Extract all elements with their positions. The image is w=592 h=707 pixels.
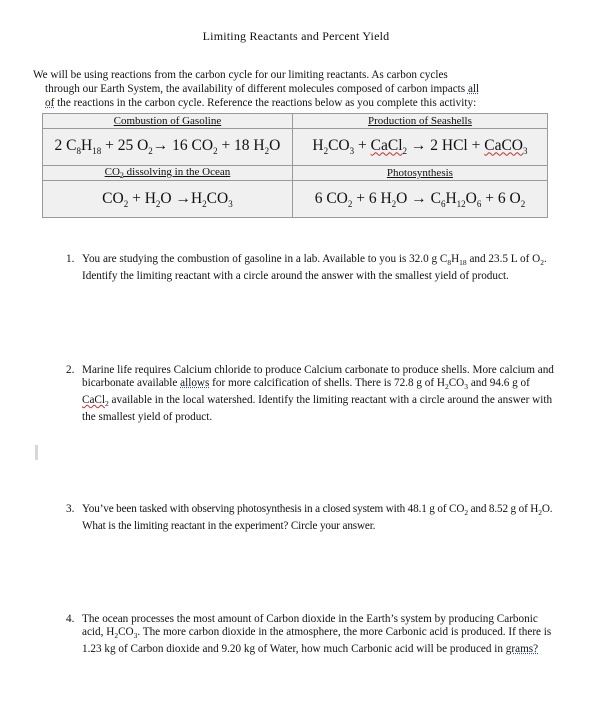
seashells-equation: $H_2CO_3$ + CaCl$_2$ → 2 HCl + CaCO$_3$	[292, 129, 547, 166]
intro-line-2	[33, 82, 553, 96]
intro-word-of: of	[45, 97, 55, 109]
intro-line-3-text: the reactions in the carbon cycle. Reference the reactions below as you complete this activity:	[54, 97, 477, 109]
intro-line-3	[33, 96, 553, 110]
combustion-equation: 2 $C_8H_{18} + 25$ $O_2\to 16$ $CO_2 + 18$ $H_2O$	[43, 129, 293, 166]
intro-line-2-text: through our Earth System, the availability of different molecules composed of carbon impacts	[45, 83, 468, 95]
intro-word-all: all	[467, 83, 480, 95]
question-4	[66, 613, 556, 656]
question-text: You are studying the combustion of gasoline in a lab. Available to you is 32.0 g $C_8H_{18}$ and 23.5 L of $O_2$. Identify the limiting reactant with a circle around the answer with the smallest yield of product.	[82, 253, 547, 282]
question-number: 1.	[66, 253, 75, 265]
ocean-header: $CO_2$ dissolving in the Ocean	[43, 166, 293, 181]
photosynthesis-equation: 6 $CO_2 + 6$ $H_2O \to C_6H_{12}O_6 + 6$ $O_2$	[292, 181, 547, 218]
document-title: Limiting Reactants and Percent Yield	[202, 29, 390, 43]
reactions-table	[42, 113, 548, 218]
seashells-header: Production of Seashells	[292, 114, 547, 129]
question-number: 4.	[66, 613, 75, 625]
question-text: Marine life requires Calcium chloride to produce Calcium carbonate to produce shells. More calcium and bicarbonate available allows for more calcification of shells. There is 72.8 g of $H_2CO_3$ and 94.6 g of CaCl$_2$ available in the local watershed. Identify the limiting reactant with a circle around the answer with the smallest yield of product.	[82, 364, 554, 423]
photosynthesis-header: Photosynthesis	[292, 166, 547, 181]
text-cursor	[35, 445, 38, 460]
question-number: 3.	[66, 503, 75, 515]
ocean-equation: $CO_2 + H_2O \to H_2CO_3$	[43, 181, 293, 218]
intro-line-1: We will be using reactions from the carbon cycle for our limiting reactants. As carbon cycles	[33, 69, 448, 81]
combustion-header: Combustion of Gasoline	[43, 114, 293, 129]
question-number: 2.	[66, 364, 75, 376]
question-1	[66, 253, 556, 283]
intro-paragraph	[33, 68, 553, 110]
question-2	[66, 364, 556, 424]
question-3	[66, 503, 556, 533]
question-text: The ocean processes the most amount of Carbon dioxide in the Earth’s system by producing Carbonic acid, $H_2CO_3$. The more carbon dioxide in the atmosphere, the more Carbonic acid is produced. If there is 1.23 kg of Carbon dioxide and 9.20 kg of Water, how much Carbonic acid will be produced in grams?	[82, 613, 552, 656]
question-text: You’ve been tasked with observing photosynthesis in a closed system with 48.1 g of $CO_2$ and 8.52 g of $H_2O$. What is the limiting reactant in the experiment? Circle your answer.	[82, 503, 553, 532]
